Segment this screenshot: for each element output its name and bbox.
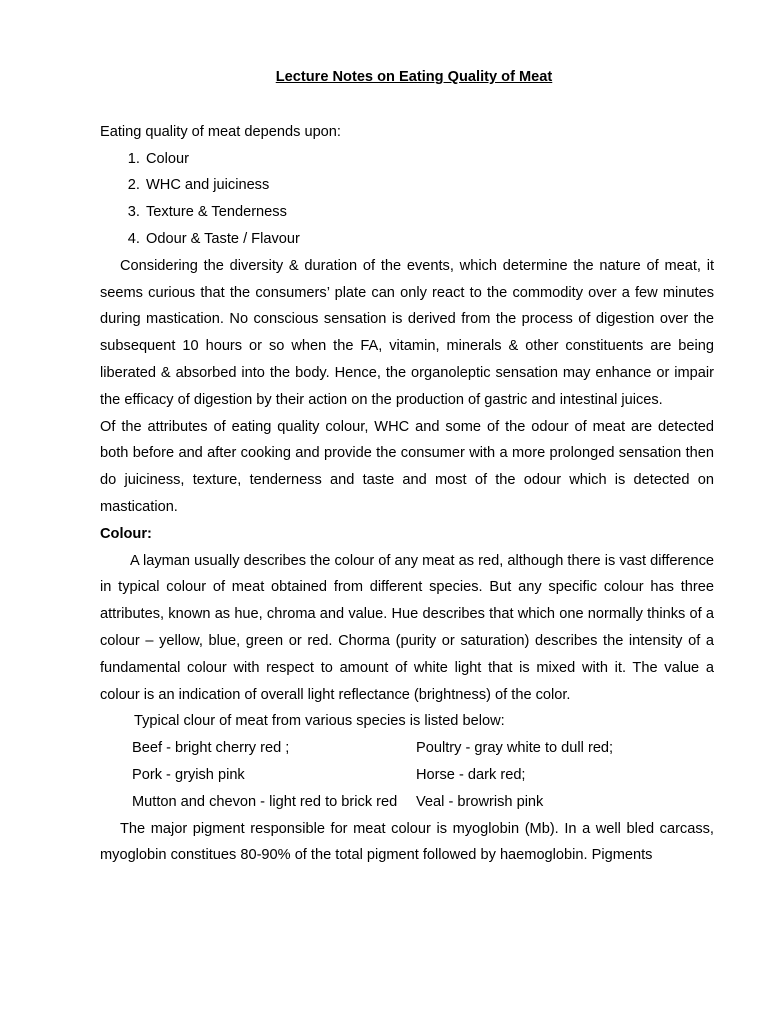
species-entry: Poultry - gray white to dull red; bbox=[416, 740, 614, 757]
list-item: 2. WHC and juiciness bbox=[144, 172, 714, 199]
paragraph-attributes: Of the attributes of eating quality colour, WHC and some of the odour of meat are detected both before and after cooking and provide the consumer with a more prolonged sensation then do juiciness, texture, tenderness and taste and most of the odour which is detected on mastication. bbox=[100, 418, 714, 515]
species-entry: Veal - browrish pink bbox=[416, 793, 544, 810]
species-entry: Pork - gryish pink bbox=[132, 766, 245, 783]
document-title: Lecture Notes on Eating Quality of Meat bbox=[275, 69, 553, 85]
species-intro: Typical clour of meat from various species is listed below: bbox=[134, 713, 505, 730]
paragraph-digestion: Considering the diversity & duration of the events, which determine the nature of meat, it seems curious that the consumers’ plate can only react to the commodity over a few minutes during mastication. No conscious sensation is derived from the process of digestion over the subsequent 10 hours or so when the FA, vitamin, minerals & other constituents are being liberated & absorbed into the body. Hence, the organoleptic sensation may enhance or impair the efficacy of digestion by their action on the production of gastric and intestinal juices. bbox=[100, 257, 714, 408]
intro-text: Eating quality of meat depends upon: bbox=[100, 123, 341, 140]
list-item: 4. Odour & Taste / Flavour bbox=[144, 226, 714, 253]
species-colour-table bbox=[100, 735, 714, 815]
paragraph-colour: A layman usually describes the colour of any meat as red, although there is vast difference in typical colour of meat obtained from different species. But any specific colour has three attributes, known as hue, chroma and value. Hue describes that which one normally thinks of a colour – yellow, blue, green or red. Chorma (purity or saturation) describes the intensity of a fundamental colour with respect to amount of white light that is mixed with it. The value a colour is an indication of overall light reflectance (brightness) of the color. bbox=[100, 552, 714, 703]
paragraph-myoglobin: The major pigment responsible for meat colour is myoglobin (Mb). In a well bled carcass, myoglobin constitues 80-90% of the total pigment followed by haemoglobin. Pigments bbox=[100, 820, 714, 864]
quality-factors-list bbox=[100, 146, 714, 253]
species-entry: Horse - dark red; bbox=[416, 766, 526, 783]
section-heading-colour: Colour: bbox=[100, 525, 152, 542]
species-entry: Beef - bright cherry red ; bbox=[132, 740, 290, 757]
species-entry: Mutton and chevon - light red to brick red bbox=[132, 793, 398, 810]
list-item: 1. Colour bbox=[144, 146, 714, 173]
list-item: 3. Texture & Tenderness bbox=[144, 199, 714, 226]
